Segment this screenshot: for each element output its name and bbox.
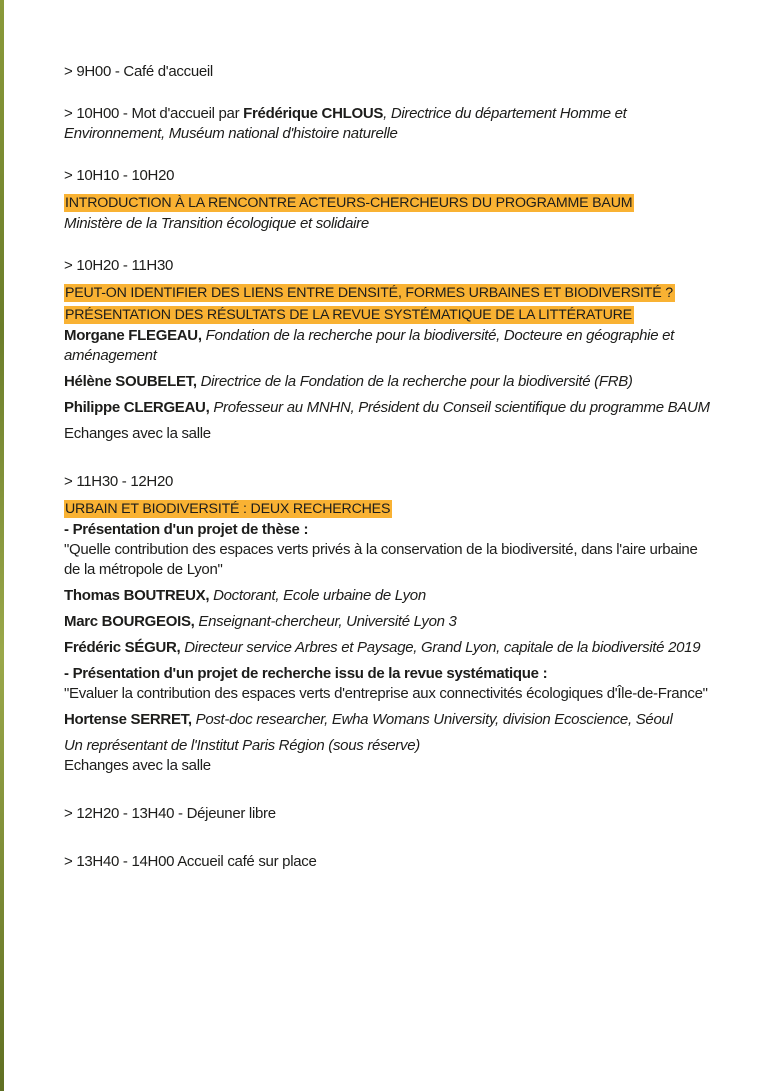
agenda-item-coffee: > 13H40 - 14H00 Accueil café sur place: [64, 853, 317, 870]
session3-subtitle-1: - Présentation d'un projet de thèse :: [64, 521, 309, 538]
session3-time: > 11H30 - 12H20: [64, 473, 174, 490]
session1-time: > 10H10 - 10H20: [64, 167, 175, 184]
welcome-role: , Directrice du département Homme et Environnement, Muséum national d'histoire naturelle: [64, 105, 627, 142]
session3-exchange: Echanges avec la salle: [64, 757, 211, 774]
speaker-name: Morgane FLEGEAU,: [64, 327, 202, 344]
speaker-name: Thomas BOUTREUX,: [64, 587, 210, 604]
session3-speaker-1: [64, 586, 714, 606]
program-page: [64, 62, 714, 872]
session1-title-line: [64, 192, 714, 214]
session2-title-line-1: [64, 282, 714, 304]
speaker-role: Directrice de la Fondation de la recherche pour la biodiversité (FRB): [200, 373, 633, 390]
speaker-role: Enseignant-chercheur, Université Lyon 3: [198, 613, 457, 630]
welcome-speaker: Frédérique CHLOUS: [243, 105, 384, 122]
session2-title-2: PRÉSENTATION DES RÉSULTATS DE LA REVUE SYSTÉMATIQUE DE LA LITTÉRATURE: [65, 307, 632, 323]
session2-speaker-2: [64, 372, 714, 392]
session2-title-line-2: [64, 304, 714, 326]
left-edge-decoration: [0, 0, 4, 1091]
session3-title: URBAIN ET BIODIVERSITÉ : DEUX RECHERCHES: [65, 501, 391, 517]
session3-title-line: [64, 498, 714, 520]
speaker-role: Post-doc researcher, Ewha Womans University, division Ecoscience, Séoul: [195, 711, 673, 728]
speaker-name: Philippe CLERGEAU,: [64, 399, 210, 416]
agenda-item-cafe: > 9H00 - Café d'accueil: [64, 63, 213, 80]
agenda-item-welcome: [64, 104, 714, 144]
speaker-role: Doctorant, Ecole urbaine de Lyon: [213, 587, 426, 604]
speaker-role: Fondation de la recherche pour la biodiversité, Docteure en géographie et aménagement: [64, 327, 675, 364]
session2-exchange: Echanges avec la salle: [64, 425, 211, 442]
speaker-role: Directeur service Arbres et Paysage, Grand Lyon, capitale de la biodiversité 2019: [184, 639, 701, 656]
session3-quote-2: "Evaluer la contribution des espaces verts d'entreprise aux connectivités écologiques d'Île-de-France": [64, 685, 708, 702]
speaker-role: Professeur au MNHN, Président du Conseil scientifique du programme BAUM: [213, 399, 710, 416]
session3-quote-1: "Quelle contribution des espaces verts privés à la conservation de la biodiversité, dans l'aire urbaine de la métropole de Lyon": [64, 541, 698, 578]
session3-subtitle-2: - Présentation d'un projet de recherche issu de la revue systématique :: [64, 665, 548, 682]
session2-time: > 10H20 - 11H30: [64, 257, 174, 274]
session2-speaker-3: [64, 398, 714, 418]
session1-organisation: Ministère de la Transition écologique et solidaire: [64, 215, 369, 232]
speaker-name: Hélène SOUBELET,: [64, 373, 197, 390]
speaker-name: Hortense SERRET,: [64, 711, 192, 728]
session3-speaker-4: [64, 710, 714, 730]
session2-title-1: PEUT-ON IDENTIFIER DES LIENS ENTRE DENSITÉ, FORMES URBAINES ET BIODIVERSITÉ ?: [65, 285, 673, 301]
session3-speaker-5: Un représentant de l'Institut Paris Région (sous réserve): [64, 737, 420, 754]
session1-title: INTRODUCTION À LA RENCONTRE ACTEURS-CHERCHEURS DU PROGRAMME BAUM: [65, 195, 633, 211]
session2-speaker-1: [64, 326, 714, 366]
speaker-name: Marc BOURGEOIS,: [64, 613, 195, 630]
session3-speaker-2: [64, 612, 714, 632]
session3-speaker-3: [64, 638, 714, 658]
speaker-name: Frédéric SÉGUR,: [64, 639, 181, 656]
agenda-item-lunch: > 12H20 - 13H40 - Déjeuner libre: [64, 805, 276, 822]
welcome-time: > 10H00 - Mot d'accueil par: [64, 105, 240, 122]
